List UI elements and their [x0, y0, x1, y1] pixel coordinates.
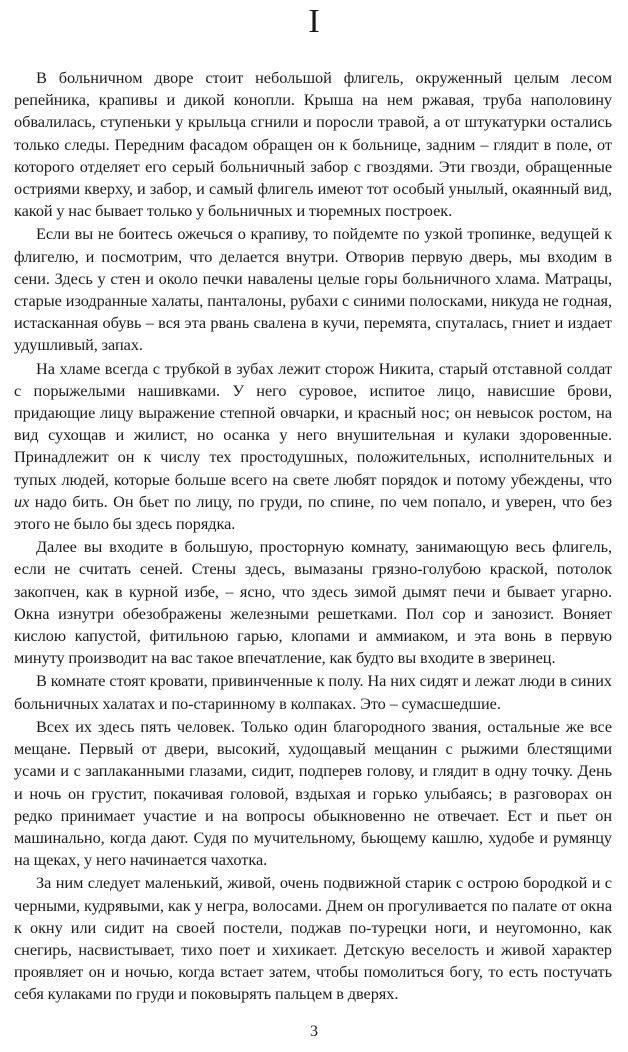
paragraph-3-emphasis: их [14, 491, 30, 511]
paragraph-5: В комнате стоят кровати, привинченные к полу. На них сидят и лежат люди в синих больничных халатах и по-старинному в колпаках. Это – сумасшедшие. [14, 671, 612, 713]
chapter-heading: I [308, 3, 320, 40]
paragraph-6: Всех их здесь пять человек. Только один благородного звания, остальные же все мещане. Первый от двери, высокий, худощавый мещанин с рыжими блестящими усами и с заплаканными глазами, сидит, подперев голову, и глядит в одну точку. День и ночь он грустит, покачивая головой, вздыхая и горько улыбаясь; в разговорах он редко принимает участие и на вопросы обыкновенно не отвечает. Ест и пьет он машинально, когда дают. Судя по мучительному, бьющему кашлю, худобе и румянцу на щеках, у него начинается чахотка. [14, 716, 612, 870]
text-body [14, 67, 612, 1007]
paragraph-2: Если вы не боитесь ожечься о крапиву, то пойдемте по узкой тропинке, ведущей к флигелю, и посмотрим, что делается внутри. Отворив первую дверь, мы входим в сени. Здесь у стен и около печки навалены целые горы больничного хлама. Матрацы, старые изодранные халаты, панталоны, рубахи с синими полосками, никуда не годная, истасканная обувь – вся эта рвань свалена в кучи, перемята, спуталась, гниет и издает удушливый, запах. [14, 224, 612, 355]
page-number: 3 [310, 1023, 318, 1040]
paragraph-3-text-before: На хламе всегда с трубкой в зубах лежит сторож Никита, старый отставной солдат с порыжелыми нашивками. У него суровое, испитое лицо, нависшие брови, придающие лицу выражение степной овчарки, и красный нос; он невысок ростом, на вид сухощав и жилист, но осанка у него внушительная и кулаки здоровенные. Принадлежит он к числу тех простодушных, положительных, исполнительных и тупых людей, которые больше всего на свете любят порядок и потому убеждены, что [14, 358, 612, 489]
paragraph-4: Далее вы входите в большую, просторную комнату, занимающую весь флигель, если не считать сеней. Стены здесь, вымазаны грязно-голубою краской, потолок закопчен, как в курной избе, – ясно, что здесь зимой дымят печи и бывает угарно. Окна изнутри обезображены железными решетками. Пол сор и занозист. Воняет кислою капустой, фитильною гарью, клопами и аммиаком, и эта вонь в первую минуту производит на вас такое впечатление, как будто вы входите в зверинец. [14, 537, 612, 668]
paragraph-7: За ним следует маленький, живой, очень подвижной старик с острою бородкой и с черными, кудрявыми, как у негра, волосами. Днем он прогуливается по палате от окна к окну или сидит на своей постели, поджав по-турецки ноги, и неугомонно, как снегирь, насвистывает, тихо поет и хихикает. Детскую веселость и живой характер проявляет он и ночью, когда встает затем, чтобы помолиться богу, то есть постучать себя кулаками по груди и поковырять пальцем в дверях. [14, 873, 612, 1004]
paragraph-3-text-after: надо бить. Он бьет по лицу, по груди, по спине, по чем попало, и уверен, что без этого не было бы здесь порядка. [14, 491, 612, 534]
paragraph-3 [14, 358, 612, 536]
paragraph-1: В больничном дворе стоит небольшой флигель, окруженный целым лесом репейника, крапивы и дикой конопли. Крыша на нем ржавая, труба наполовину обвалилась, ступеньки у крыльца сгнили и поросли травой, а от штукатурки остались только следы. Передним фасадом обращен он к больнице, задним – глядит в поле, от которого отделяет его серый больничный забор с гвоздями. Эти гвозди, обращенные остриями кверху, и забор, и самый флигель имеют тот особый унылый, окаянный вид, какой у нас бывает только у больничных и тюремных построек. [14, 68, 612, 221]
